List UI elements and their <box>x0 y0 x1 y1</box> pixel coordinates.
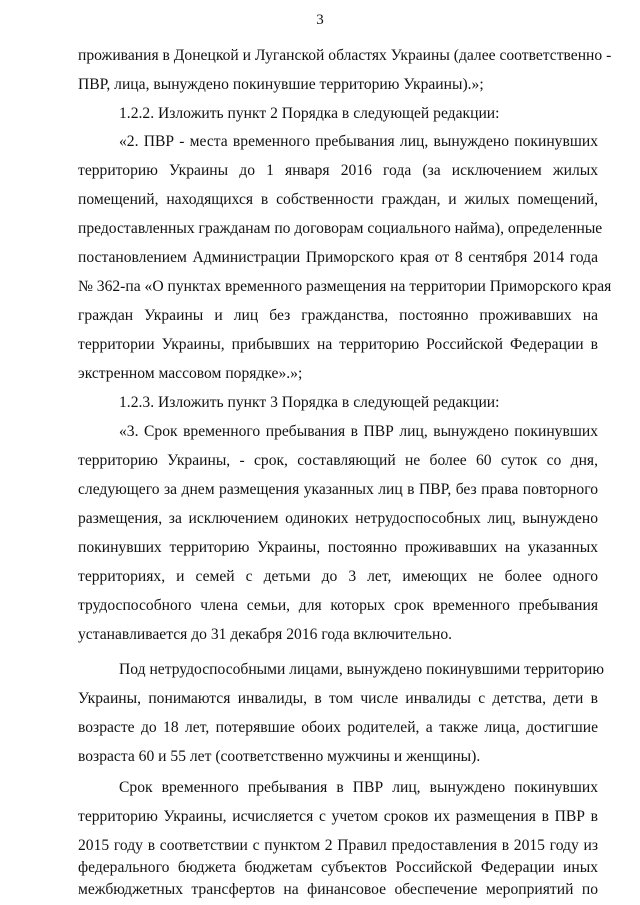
paragraph-line: постановлением Администрации Приморского края от 8 сентября 2014 года <box>78 249 598 266</box>
paragraph-line: территорию Украины до 1 января 2016 года (за исключением жилых <box>78 162 598 179</box>
paragraph-line: территорию Украины, - срок, составляющий не более 60 суток со дня, <box>78 452 598 469</box>
paragraph-line: устанавливается до 31 декабря 2016 года включительно. <box>78 626 453 643</box>
paragraph-line: предоставленных гражданам по договорам социального найма), определенные <box>78 220 603 237</box>
paragraph-line: возрасте до 18 лет, потерявшие обоих родителей, а также лица, достигшие <box>78 719 598 736</box>
paragraph-line: Украины, понимаются инвалиды, в том числе инвалиды с детства, дети в <box>78 690 598 707</box>
paragraph-line: экстренном массовом порядке».»; <box>78 365 303 382</box>
paragraph-line: помещений, находящихся в собственности граждан, и жилых помещений, <box>78 191 598 208</box>
paragraph-line: покинувших территорию Украины, постоянно проживавших на указанных <box>78 539 598 556</box>
paragraph-line: граждан Украины и лиц без гражданства, постоянно проживавших на <box>78 307 598 324</box>
paragraph-line: размещения, за исключением одиноких нетрудоспособных лиц, вынуждено <box>78 510 598 527</box>
paragraph-line: проживания в Донецкой и Луганской областях Украины (далее соответственно - <box>78 47 612 64</box>
paragraph-line: 2015 году в соответствии с пунктом 2 Правил предоставления в 2015 году из <box>78 837 598 854</box>
paragraph-line: «2. ПВР - места временного пребывания лиц, вынуждено покинувших <box>119 133 598 150</box>
paragraph-line: «3. Срок временного пребывания в ПВР лиц, вынуждено покинувших <box>119 423 598 440</box>
paragraph-line: возраста 60 и 55 лет (соответственно мужчины и женщины). <box>78 748 481 765</box>
paragraph-line: Под нетрудоспособными лицами, вынуждено покинувшими территорию <box>119 661 605 678</box>
paragraph-line: федерального бюджета бюджетам субъектов Российской Федерации иных <box>78 859 598 876</box>
paragraph-line: территорию Украины, исчисляется с учетом сроков их размещения в ПВР в <box>78 808 598 825</box>
page-number: 3 <box>316 12 324 28</box>
paragraph-line: следующего за днем размещения указанных лиц в ПВР, без права повторного <box>78 481 598 498</box>
paragraph-line: ПВР, лица, вынуждено покинувшие территорию Украины).»; <box>78 76 484 93</box>
paragraph-line: 1.2.2. Изложить пункт 2 Порядка в следующей редакции: <box>119 105 500 122</box>
paragraph-line: № 362-па «О пунктах временного размещения на территории Приморского края <box>78 278 612 295</box>
paragraph-line: территории Украины, прибывших на территорию Российской Федерации в <box>78 336 598 353</box>
paragraph-line: территориях, и семей с детьми до 3 лет, имеющих не более одного <box>78 568 598 585</box>
paragraph-line: 1.2.3. Изложить пункт 3 Порядка в следующей редакции: <box>119 394 500 411</box>
paragraph-line: межбюджетных трансфертов на финансовое обеспечение мероприятий по <box>78 881 598 898</box>
paragraph-line: трудоспособного члена семьи, для которых срок временного пребывания <box>78 597 598 614</box>
paragraph-line: Срок временного пребывания в ПВР лиц, вынуждено покинувших <box>119 779 598 796</box>
